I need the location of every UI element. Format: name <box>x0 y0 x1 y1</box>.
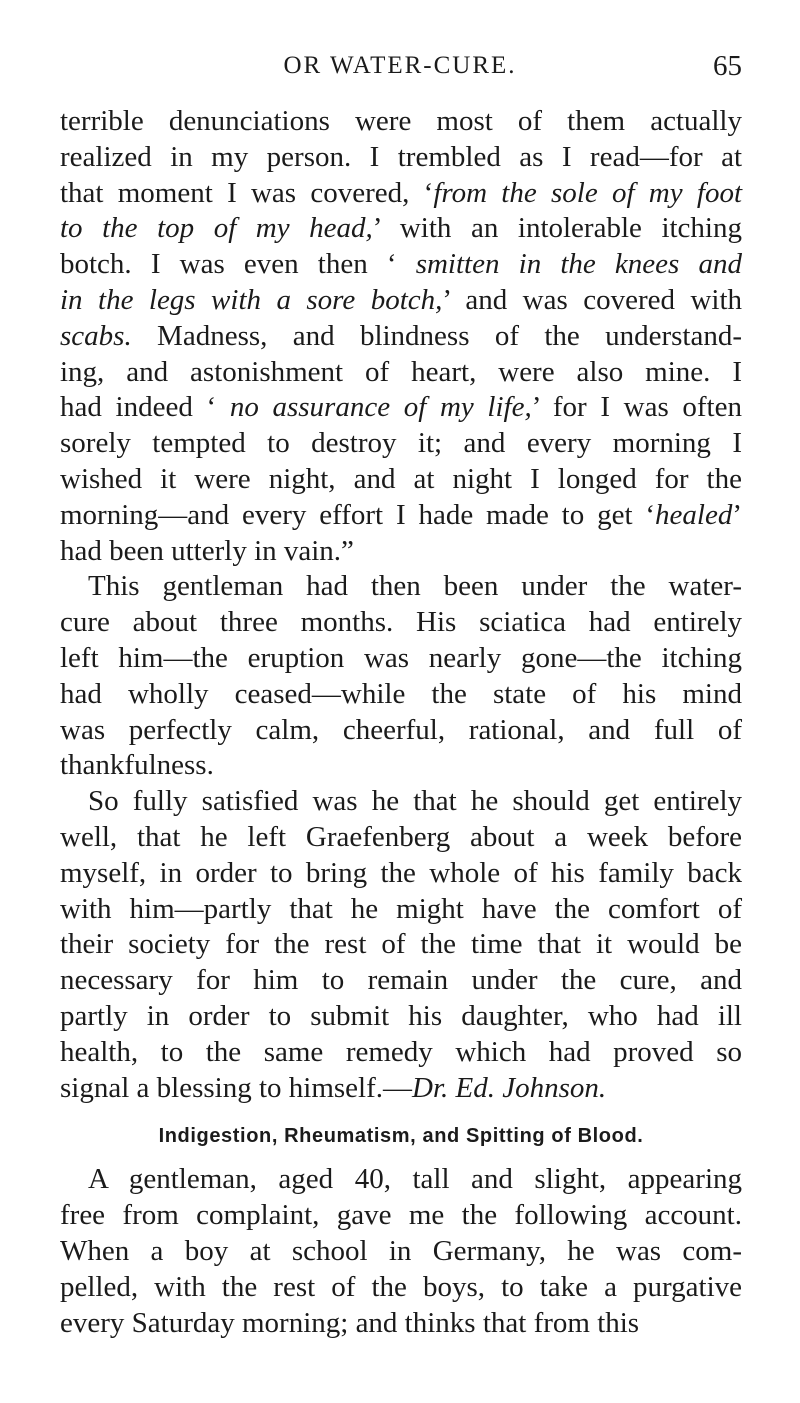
text-line <box>60 498 742 534</box>
italic-text-segment: scabs. <box>60 319 132 352</box>
text-line <box>60 1198 742 1234</box>
text-line <box>60 748 742 784</box>
italic-text-segment: healed <box>655 498 733 531</box>
text-line <box>60 1071 742 1107</box>
text-segment: botch. I was even then ‘ <box>60 248 416 281</box>
text-segment: every Saturday morning; and thinks that from this <box>60 1306 640 1339</box>
text-line <box>60 1270 742 1306</box>
text-line <box>60 892 742 928</box>
page-number: 65 <box>713 50 742 82</box>
text-line <box>60 534 742 570</box>
text-segment: thankfulness. <box>60 749 214 782</box>
text-line <box>60 283 742 319</box>
text-line <box>60 963 742 999</box>
text-segment: well, that he left Graefenberg about a week before <box>60 820 742 853</box>
italic-text-segment: in the legs with a sore botch, <box>60 283 443 316</box>
text-segment: ’ with an intolerable itching <box>372 212 742 245</box>
italic-text-segment: smitten in the knees and <box>415 248 742 281</box>
text-segment: terrible denunciations were most of them actually <box>60 105 742 137</box>
text-line <box>60 390 742 426</box>
text-line <box>60 104 742 140</box>
text-line <box>60 355 742 391</box>
text-segment: realized in my person. I trembled as I read—for at <box>60 140 742 173</box>
text-segment: ’ <box>732 498 742 531</box>
text-line <box>60 569 742 605</box>
text-segment: This gentleman had then been under the water- <box>88 570 742 603</box>
text-line <box>60 856 742 892</box>
italic-text-segment: from the sole of my foot <box>433 176 742 209</box>
italic-text-segment: Dr. Ed. Johnson. <box>412 1071 607 1104</box>
section-heading: Indigestion, Rheumatism, and Spitting of Blood. <box>158 1125 644 1148</box>
text-segment: that moment I was covered, ‘ <box>60 176 434 209</box>
italic-text-segment: to the top of my head, <box>60 212 373 245</box>
text-line <box>60 140 742 176</box>
text-segment: morning—and every effort I hade made to get ‘ <box>60 498 656 531</box>
text-line <box>60 319 742 355</box>
text-line <box>60 1306 742 1342</box>
text-segment: had been utterly in vain.” <box>60 534 354 567</box>
text-segment: sorely tempted to destroy it; and every morning I <box>60 427 742 460</box>
text-line <box>60 677 742 713</box>
text-segment: A gentleman, aged 40, tall and slight, appearing <box>88 1163 742 1196</box>
text-segment: free from complaint, gave me the following account. <box>60 1199 742 1232</box>
text-line <box>60 426 742 462</box>
text-line <box>60 1234 742 1270</box>
text-segment: necessary for him to remain under the cure, and <box>60 964 742 997</box>
paragraphs-after-heading <box>60 1162 742 1341</box>
text-segment: was perfectly calm, cheerful, rational, and full of <box>60 713 742 746</box>
body-text <box>60 104 742 1341</box>
text-line <box>60 641 742 677</box>
text-line <box>60 462 742 498</box>
text-line <box>60 713 742 749</box>
text-line <box>60 999 742 1035</box>
paragraph <box>60 569 742 784</box>
text-segment: wished it were night, and at night I longed for the <box>60 462 742 495</box>
text-line <box>60 1035 742 1071</box>
text-segment: myself, in order to bring the whole of his family back <box>60 856 742 889</box>
text-line <box>60 784 742 820</box>
text-segment: When a boy at school in Germany, he was com- <box>60 1234 742 1267</box>
text-segment: So fully satisfied was he that he should get entirely <box>88 785 742 818</box>
text-line <box>60 927 742 963</box>
text-line <box>60 1162 742 1198</box>
text-segment: health, to the same remedy which had proved so <box>60 1035 742 1068</box>
text-segment: partly in order to submit his daughter, who had ill <box>60 999 742 1032</box>
text-line <box>60 211 742 247</box>
text-line <box>60 820 742 856</box>
italic-text-segment: no assurance of my life, <box>229 391 532 424</box>
text-segment: cure about three months. His sciatica had entirely <box>60 606 742 639</box>
paragraph <box>60 104 742 569</box>
text-segment: had indeed ‘ <box>60 391 230 424</box>
text-line <box>60 605 742 641</box>
text-line <box>60 247 742 283</box>
text-segment: had wholly ceased—while the state of his mind <box>60 677 742 710</box>
paragraph <box>60 1162 742 1341</box>
text-segment: their society for the rest of the time that it would be <box>60 928 742 961</box>
running-title: OR WATER-CURE. <box>283 52 517 79</box>
text-segment: pelled, with the rest of the boys, to take a purgative <box>60 1270 742 1303</box>
text-segment: with him—partly that he might have the comfort of <box>60 892 742 925</box>
text-line <box>60 176 742 212</box>
text-segment: left him—the eruption was nearly gone—the itching <box>60 641 742 674</box>
text-segment: signal a blessing to himself.— <box>60 1071 412 1104</box>
text-segment: ’ and was covered with <box>442 283 743 316</box>
paragraph <box>60 784 742 1106</box>
text-segment: Madness, and blindness of the understand- <box>131 319 742 352</box>
paragraphs-before-heading <box>60 104 742 1106</box>
text-segment: ing, and astonishment of heart, were also mine. I <box>60 355 742 388</box>
running-head <box>0 52 800 88</box>
text-segment: ’ for I was often <box>531 391 742 424</box>
